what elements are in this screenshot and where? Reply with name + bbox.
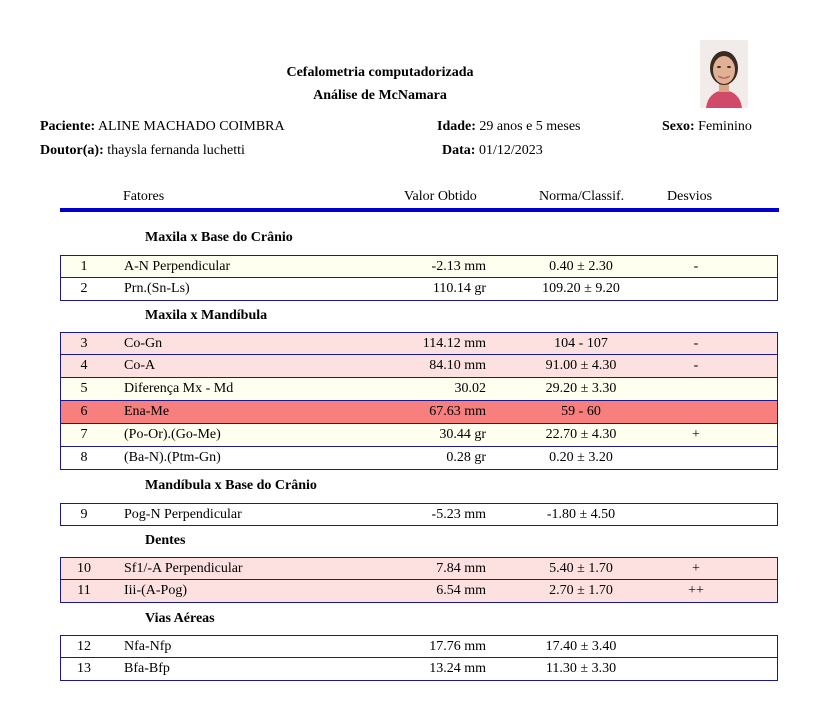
- norm-value: 0.40 ± 2.30: [549, 259, 613, 274]
- measured-value: 30.44 gr: [439, 427, 486, 442]
- column-header-value: Valor Obtido: [404, 189, 477, 204]
- row-number: 1: [80, 259, 88, 274]
- deviation-value: +: [692, 427, 700, 442]
- doctor-label: Doutor(a):: [40, 143, 104, 158]
- norm-value: 2.70 ± 1.70: [549, 583, 613, 598]
- date-line: [442, 143, 543, 159]
- doctor-name: thaysla fernanda luchetti: [107, 143, 245, 158]
- row-number: 10: [77, 561, 91, 576]
- patient-label: Paciente:: [40, 119, 96, 134]
- norm-value: 22.70 ± 4.30: [545, 427, 617, 442]
- report-subtitle: Análise de McNamara: [313, 88, 447, 103]
- table-row: [60, 447, 778, 470]
- measured-value: 30.02: [454, 381, 486, 396]
- norm-value: 29.20 ± 3.30: [545, 381, 617, 396]
- factor-name: A-N Perpendicular: [124, 259, 231, 274]
- factor-name: (Ba-N).(Ptm-Gn): [124, 450, 221, 465]
- norm-value: 109.20 ± 9.20: [542, 281, 620, 296]
- factor-name: Co-Gn: [124, 336, 163, 351]
- section-title: Mandíbula x Base do Crânio: [145, 478, 317, 493]
- table-row: [60, 658, 778, 681]
- report-title: Cefalometria computadorizada: [286, 65, 474, 80]
- sex-line: [662, 119, 752, 135]
- norm-value: 5.40 ± 1.70: [549, 561, 613, 576]
- measured-value: 114.12 mm: [422, 336, 486, 351]
- measured-value: 6.54 mm: [436, 583, 486, 598]
- section-title: Vias Aéreas: [145, 611, 215, 626]
- measured-value: -2.13 mm: [431, 259, 486, 274]
- measured-value: 7.84 mm: [436, 561, 486, 576]
- date-label: Data:: [442, 143, 476, 158]
- sex-label: Sexo:: [662, 119, 695, 134]
- table-row: [60, 355, 778, 378]
- deviation-value: -: [693, 259, 699, 274]
- column-header-norm: Norma/Classif.: [539, 189, 625, 204]
- measured-value: 17.76 mm: [429, 639, 486, 654]
- norm-value: 0.20 ± 3.20: [549, 450, 613, 465]
- table-row: [60, 557, 778, 580]
- column-header-factors: Fatores: [123, 189, 165, 204]
- section-title: Maxila x Mandíbula: [145, 308, 268, 323]
- row-number: 13: [77, 661, 91, 676]
- deviation-value: -: [693, 336, 699, 351]
- norm-value: 59 - 60: [561, 404, 601, 419]
- section-title: Maxila x Base do Crânio: [145, 230, 293, 245]
- header-divider: [60, 208, 779, 212]
- norm-value: 104 - 107: [554, 336, 608, 351]
- norm-value: -1.80 ± 4.50: [546, 507, 616, 522]
- table-row: [60, 401, 778, 424]
- table-row: [60, 635, 778, 658]
- table-row: [60, 580, 778, 603]
- column-header-deviation: Desvios: [667, 189, 713, 204]
- patient-line: [40, 119, 285, 135]
- table-row: [60, 332, 778, 355]
- row-number: 3: [80, 336, 88, 351]
- deviation-value: -: [693, 358, 699, 373]
- measured-value: 110.14 gr: [432, 281, 486, 296]
- factor-name: Pog-N Perpendicular: [124, 507, 242, 522]
- factor-name: Ena-Me: [124, 404, 170, 419]
- factor-name: Sf1/-A Perpendicular: [124, 561, 243, 576]
- row-number: 11: [77, 583, 91, 598]
- factor-name: Co-A: [124, 358, 156, 373]
- norm-value: 17.40 ± 3.40: [545, 639, 617, 654]
- deviation-value: ++: [688, 583, 704, 598]
- patient-photo: [700, 40, 748, 108]
- table-row: [60, 424, 778, 447]
- date-value: 01/12/2023: [478, 143, 543, 158]
- measured-value: 67.63 mm: [429, 404, 486, 419]
- section-title: Dentes: [145, 533, 186, 548]
- row-number: 4: [80, 358, 88, 373]
- factor-name: Iii-(A-Pog): [124, 583, 187, 598]
- measured-value: 84.10 mm: [429, 358, 486, 373]
- norm-value: 91.00 ± 4.30: [545, 358, 617, 373]
- row-number: 2: [80, 281, 88, 296]
- measured-value: -5.23 mm: [431, 507, 486, 522]
- patient-name: ALINE MACHADO COIMBRA: [97, 119, 285, 134]
- table-row: [60, 255, 778, 278]
- deviation-value: +: [692, 561, 700, 576]
- age-value: 29 anos e 5 meses: [479, 119, 581, 134]
- measured-value: 13.24 mm: [429, 661, 486, 676]
- row-number: 8: [80, 450, 88, 465]
- factor-name: Prn.(Sn-Ls): [124, 281, 190, 296]
- table-row: [60, 278, 778, 301]
- factor-name: Bfa-Bfp: [124, 661, 170, 676]
- factor-name: Nfa-Nfp: [124, 639, 172, 654]
- norm-value: 11.30 ± 3.30: [545, 661, 617, 676]
- row-number: 5: [80, 381, 88, 396]
- sex-value: Feminino: [698, 119, 752, 134]
- row-number: 7: [80, 427, 88, 442]
- age-line: [437, 119, 581, 135]
- row-number: 9: [80, 507, 88, 522]
- row-number: 12: [77, 639, 91, 654]
- factor-name: Diferença Mx - Md: [124, 381, 234, 396]
- age-label: Idade:: [437, 119, 476, 134]
- table-row: [60, 503, 778, 526]
- measured-value: 0.28 gr: [446, 450, 486, 465]
- table-row: [60, 378, 778, 401]
- factor-name: (Po-Or).(Go-Me): [124, 427, 221, 442]
- row-number: 6: [80, 404, 88, 419]
- doctor-line: [40, 143, 245, 159]
